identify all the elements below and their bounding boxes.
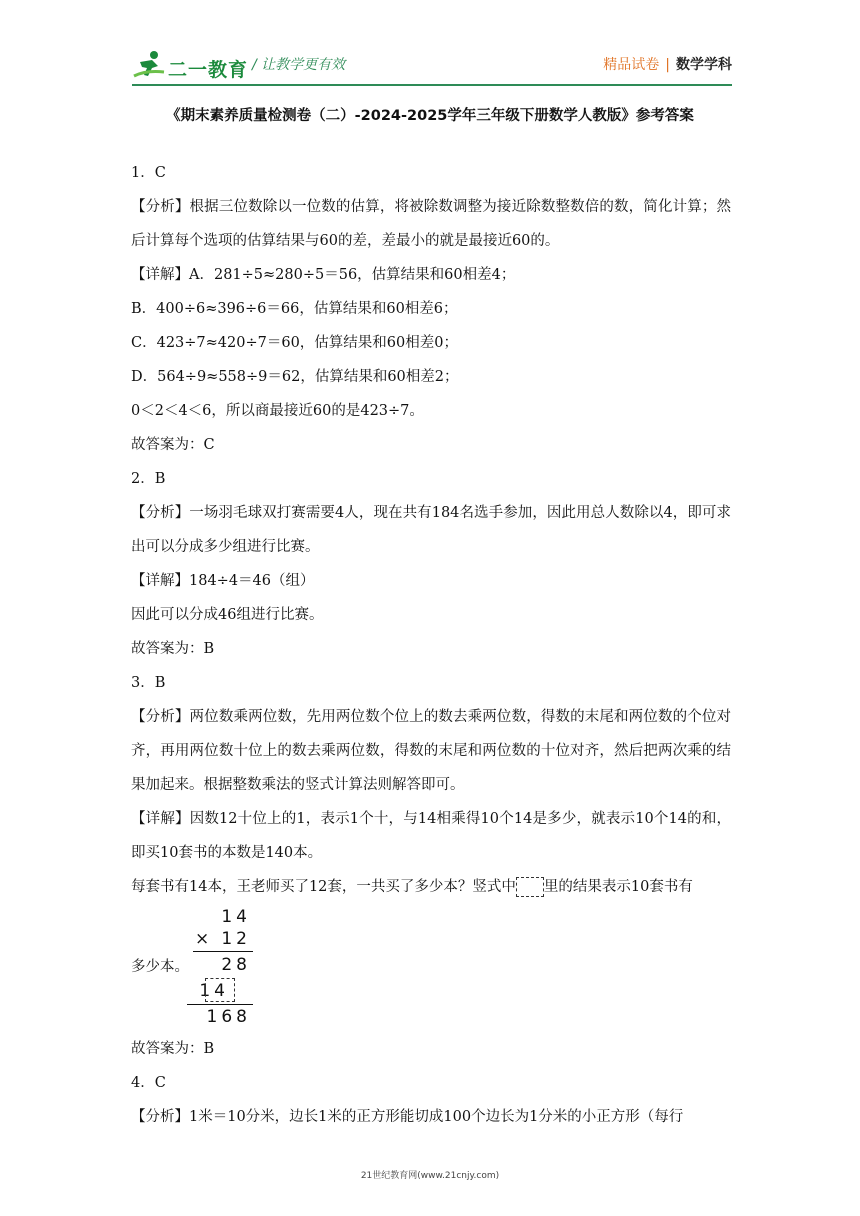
slogan: / 让教学更有效 xyxy=(252,57,346,73)
calc-rule-1 xyxy=(193,951,253,952)
q3-analysis: 【分析】两位数乘两位数，先用两位数个位上的数去乘两位数，得数的末尾和两位数的个位对齐，再用两位数十位上的数去乘两位数，得数的末尾和两位数的十位对齐，然后把两次乘的结果加起来。根据整数乘法的竖式计算法则解答即可。 xyxy=(131,709,731,793)
q3-question-pre: 每套书有14本，王老师买了12套，一共买了多少本？竖式中 xyxy=(131,879,516,895)
q4-analysis: 【分析】1米＝10分米，边长1米的正方形能切成100个边长为1分米的小正方形（每行 xyxy=(131,1109,684,1125)
q1-answer: 故答案为：C xyxy=(131,437,215,453)
page-header xyxy=(132,44,732,86)
header-separator: | xyxy=(665,57,670,73)
page-footer: 21世纪教育网(www.21cnjy.com) xyxy=(360,1171,500,1181)
q2-number: 2．B xyxy=(131,471,166,487)
q1-detail-c: C．423÷7≈420÷7＝60，估算结果和60相差0； xyxy=(131,335,458,351)
dashed-box-icon xyxy=(516,877,544,897)
q1-number: 1．C xyxy=(131,165,166,181)
q1-compare: 0＜2＜4＜6，所以商最接近60的是423÷7。 xyxy=(131,403,424,419)
q3-question xyxy=(131,870,731,904)
vertical-calculation xyxy=(187,906,257,1032)
calc-partial-2: 14 xyxy=(199,981,229,1001)
calc-rule-2 xyxy=(187,1004,253,1005)
calc-top: 14 xyxy=(221,907,251,927)
header-divider xyxy=(132,84,732,86)
q1-detail-a: 【详解】A．281÷5≈280÷5＝56，估算结果和60相差4； xyxy=(131,267,516,283)
answer-content xyxy=(131,156,731,1134)
subject-label: 数学学科 xyxy=(676,57,732,73)
header-right xyxy=(603,54,732,74)
q4-number: 4．C xyxy=(131,1075,166,1091)
page-title: 《期末素养质量检测卷（二）-2024-2025学年三年级下册数学人教版》参考答案 xyxy=(166,108,694,124)
q2-detail: 【详解】184÷4＝46（组） xyxy=(131,573,315,589)
q1-detail-b: B．400÷6≈396÷6＝66，估算结果和60相差6； xyxy=(131,301,458,317)
logo-text: 二一教育 xyxy=(168,59,249,81)
q3-answer: 故答案为：B xyxy=(131,1041,215,1057)
q3-question-post: 里的结果表示10套书有 xyxy=(543,879,693,895)
logo xyxy=(132,50,250,82)
calc-partial-1: 28 xyxy=(221,955,251,975)
q3-question-end: 多少本。 xyxy=(131,959,189,975)
calc-times-sign: × xyxy=(195,929,210,949)
q3-detail: 【详解】因数12十位上的1，表示1个十，与14相乘得10个14是多少，就表示10个14的和，即买10套书的本数是140本。 xyxy=(131,811,731,861)
q2-conclusion: 因此可以分成46组进行比赛。 xyxy=(131,607,324,623)
q1-detail-d: D．564÷9≈558÷9＝62，估算结果和60相差2； xyxy=(131,369,459,385)
calc-result: 168 xyxy=(206,1007,251,1027)
q2-answer: 故答案为：B xyxy=(131,641,215,657)
q2-analysis: 【分析】一场羽毛球双打赛需要4人，现在共有184名选手参加，因此用总人数除以4，即可求出可以分成多少组进行比赛。 xyxy=(131,505,731,555)
q1-analysis: 【分析】根据三位数除以一位数的估算，将被除数调整为接近除数整数倍的数，简化计算；然后计算每个选项的估算结果与60的差，差最小的就是最接近60的。 xyxy=(131,199,731,249)
q3-calc-row xyxy=(131,904,731,1032)
calc-multiplier: 12 xyxy=(221,929,251,949)
premium-label: 精品试卷 xyxy=(603,57,660,73)
runner-icon xyxy=(132,50,166,80)
q3-number: 3．B xyxy=(131,675,166,691)
calc-highlight-box xyxy=(205,978,235,1002)
